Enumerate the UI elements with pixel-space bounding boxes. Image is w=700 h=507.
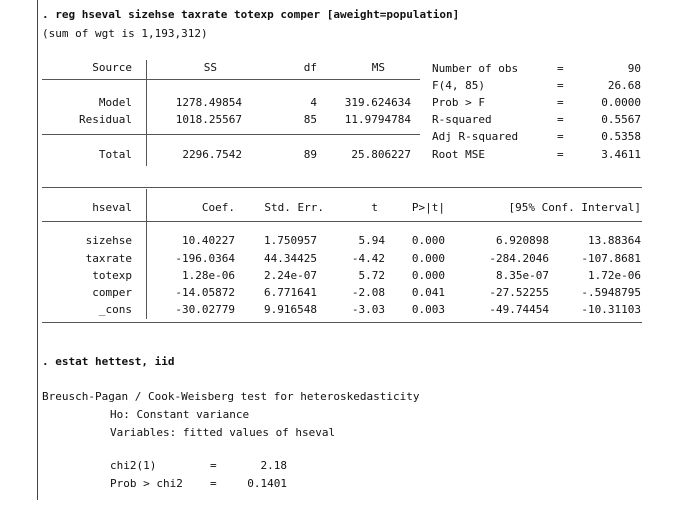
coef-row-ci-low: 6.920898 [496,234,549,247]
coef-row-se: 44.34425 [264,252,317,265]
anova-header-source: Source [92,61,132,74]
stat-equals: = [557,62,564,75]
coef-row-ci-low: -49.74454 [489,303,549,316]
stat-value: 90 [627,62,641,75]
coef-row-coef: -30.02779 [175,303,235,316]
coef-header-p: P>|t| [411,201,445,214]
coef-row-var: taxrate [85,252,132,265]
coef-row-t: 5.94 [358,234,385,247]
anova-row-label: Residual [79,113,132,126]
anova-row-df: 4 [310,96,317,109]
stat-label: Prob > F [432,96,485,109]
coef-row-ci-low: -284.2046 [489,252,549,265]
coef-row-coef: -14.05872 [175,286,235,299]
coef-row-var: totexp [92,269,132,282]
coef-row-var: _cons [98,303,132,316]
coef-row-var: sizehse [85,234,132,247]
stat-equals: = [557,79,564,92]
stat-value: 0.0000 [601,96,641,109]
anova-total-ms: 25.806227 [351,148,411,161]
anova-row-ss: 1278.49854 [175,96,242,109]
coef-header-var: hseval [92,201,132,214]
hettest-title: Breusch-Pagan / Cook-Weisberg test for heteroskedasticity [42,390,420,403]
anova-total-ss: 2296.7542 [182,148,242,161]
coef-row-t: -4.42 [351,252,385,265]
coef-row-ci-high: 1.72e-06 [588,269,641,282]
anova-row-ms: 11.9794784 [344,113,411,126]
stat-label: F(4, 85) [432,79,485,92]
coef-row-t: 5.72 [358,269,385,282]
coef-row-se: 1.750957 [264,234,317,247]
prob-chi2-value: 0.1401 [247,477,287,490]
results-left-border [37,0,38,500]
coef-header-se: Std. Err. [264,201,324,214]
coef-row-ci-high: -.5948795 [581,286,641,299]
stat-value: 26.68 [607,79,641,92]
anova-header-ms: MS [371,61,385,74]
coef-row-ci-low: -27.52255 [489,286,549,299]
coef-bottom-rule [42,322,642,323]
coef-row-t: -2.08 [351,286,385,299]
coef-row-t: -3.03 [351,303,385,316]
coef-row-p: 0.000 [411,269,445,282]
chi2-equals: = [210,459,217,472]
chi2-label: chi2(1) [110,459,157,472]
coef-row-se: 2.24e-07 [264,269,317,282]
coef-row-se: 9.916548 [264,303,317,316]
sum-of-weights: (sum of wgt is 1,193,312) [42,27,208,40]
anova-header-df: df [303,61,317,74]
hettest-command: . estat hettest, iid [42,355,175,368]
stat-label: Number of obs [432,62,519,75]
coef-row-coef: 1.28e-06 [182,269,235,282]
coef-header-t: t [371,201,378,214]
anova-header-ss: SS [203,61,217,74]
coef-row-ci-low: 8.35e-07 [496,269,549,282]
stat-label: Root MSE [432,148,485,161]
coef-vertical-rule [146,189,147,319]
stat-equals: = [557,96,564,109]
coef-header-rule [42,221,642,222]
anova-row-df: 85 [303,113,317,126]
stat-value: 3.4611 [601,148,641,161]
stat-label: Adj R-squared [432,130,519,143]
chi2-value: 2.18 [260,459,287,472]
coef-header-ci: [95% Conf. Interval] [508,201,641,214]
stat-label: R-squared [432,113,492,126]
coef-header-coef: Coef. [201,201,235,214]
stat-equals: = [557,113,564,126]
coef-row-se: 6.771641 [264,286,317,299]
coef-row-p: 0.003 [411,303,445,316]
coef-row-coef: 10.40227 [182,234,235,247]
hettest-variables: Variables: fitted values of hseval [110,426,336,439]
coef-row-p: 0.000 [411,252,445,265]
prob-chi2-label: Prob > chi2 [110,477,183,490]
stat-value: 0.5358 [601,130,641,143]
coef-row-ci-high: 13.88364 [588,234,641,247]
anova-total-rule [42,134,420,135]
coef-row-coef: -196.0364 [175,252,235,265]
coef-row-ci-high: -107.8681 [581,252,641,265]
stat-equals: = [557,148,564,161]
anova-total-label: Total [98,148,132,161]
coef-row-p: 0.000 [411,234,445,247]
anova-header-rule [42,79,420,80]
anova-total-df: 89 [303,148,317,161]
coef-row-ci-high: -10.31103 [581,303,641,316]
anova-row-ms: 319.624634 [344,96,411,109]
hettest-null-hypothesis: Ho: Constant variance [110,408,250,421]
anova-vertical-rule [146,60,147,166]
stat-equals: = [557,130,564,143]
stat-value: 0.5567 [601,113,641,126]
anova-row-ss: 1018.25567 [175,113,242,126]
coef-top-rule [42,187,642,188]
coef-row-p: 0.041 [411,286,445,299]
coef-row-var: comper [92,286,132,299]
anova-row-label: Model [98,96,132,109]
prob-chi2-equals: = [210,477,217,490]
regress-command: . reg hseval sizehse taxrate totexp comper [aweight=population] [42,8,460,21]
